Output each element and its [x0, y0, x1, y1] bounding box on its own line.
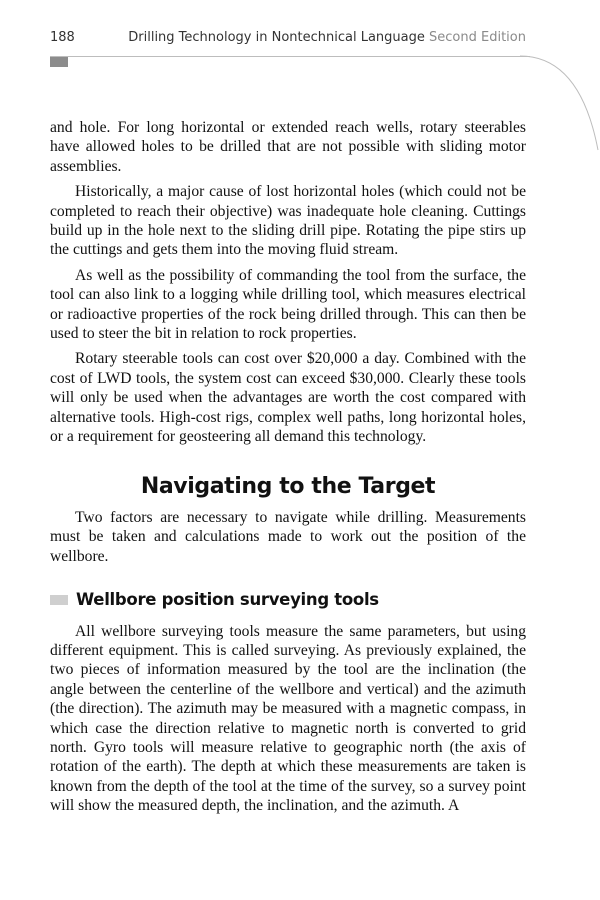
- paragraph-surveying: All wellbore surveying tools measure the same parameters, but using different equipment. This is called surveying. As previously explained, the two pieces of information measured by the tool are the inclination (the angle between the centerline of the wellbore and vertical) and the azimuth (the direction). The azimuth may be measured with a magnetic compass, in which case the direction relative to magnetic north is converted to grid north. Gyro tools will measure relative to geographic north (the axis of rotation of the earth). The depth at which these measurements are taken is known from the depth of the tool at the time of the survey, so a survey point will show the measured depth, the inclination, and the azimuth. A: [50, 622, 526, 815]
- paragraph-hole-cleaning: Historically, a major cause of lost horizontal holes (which could not be completed to reach their objective) was inadequate hole cleaning. Cuttings build up in the hole next to the sliding drill pipe. Rotating the pipe stirs up the cuttings and gets them into the moving fluid stream.: [50, 183, 526, 259]
- running-title: [128, 30, 526, 45]
- header-rule: [50, 56, 530, 57]
- section-heading: Navigating to the Target: [140, 473, 436, 499]
- paragraph-lwd-link: As well as the possibility of commanding the tool from the surface, the tool can also link to a logging while drilling tool, which measures electrical or radioactive properties of the rock being drilled through. This can then be used to steer the bit in relation to rock properties.: [50, 266, 526, 343]
- page-number: 188: [50, 30, 75, 45]
- subsection-title: Wellbore position surveying tools: [76, 590, 379, 610]
- running-header: [50, 30, 526, 50]
- heading-marker: [50, 595, 68, 605]
- paragraph-continuation: and hole. For long horizontal or extended reach wells, rotary steerables have allowed holes to be drilled that are not possible with sliding motor assemblies.: [50, 119, 526, 175]
- page-body: [50, 118, 526, 822]
- header-tab-marker: [50, 57, 68, 67]
- subsection-heading: [50, 590, 526, 609]
- paragraph-cost: Rotary steerable tools can cost over $20,000 a day. Combined with the cost of LWD tools, the system cost can exceed $30,000. Clearly these tools will only be used when the advantages are worth the cost compared with alternative tools. High-cost rigs, complex well paths, long horizontal holes, or a requirement for geosteering all demand this technology.: [50, 350, 526, 446]
- book-title: Drilling Technology in Nontechnical Language: [128, 30, 425, 45]
- paragraph-section-intro: Two factors are necessary to navigate while drilling. Measurements must be taken and calculations made to work out the position of the wellbore.: [50, 508, 526, 565]
- page-corner-curve: [520, 50, 600, 160]
- edition-label: Second Edition: [429, 30, 526, 45]
